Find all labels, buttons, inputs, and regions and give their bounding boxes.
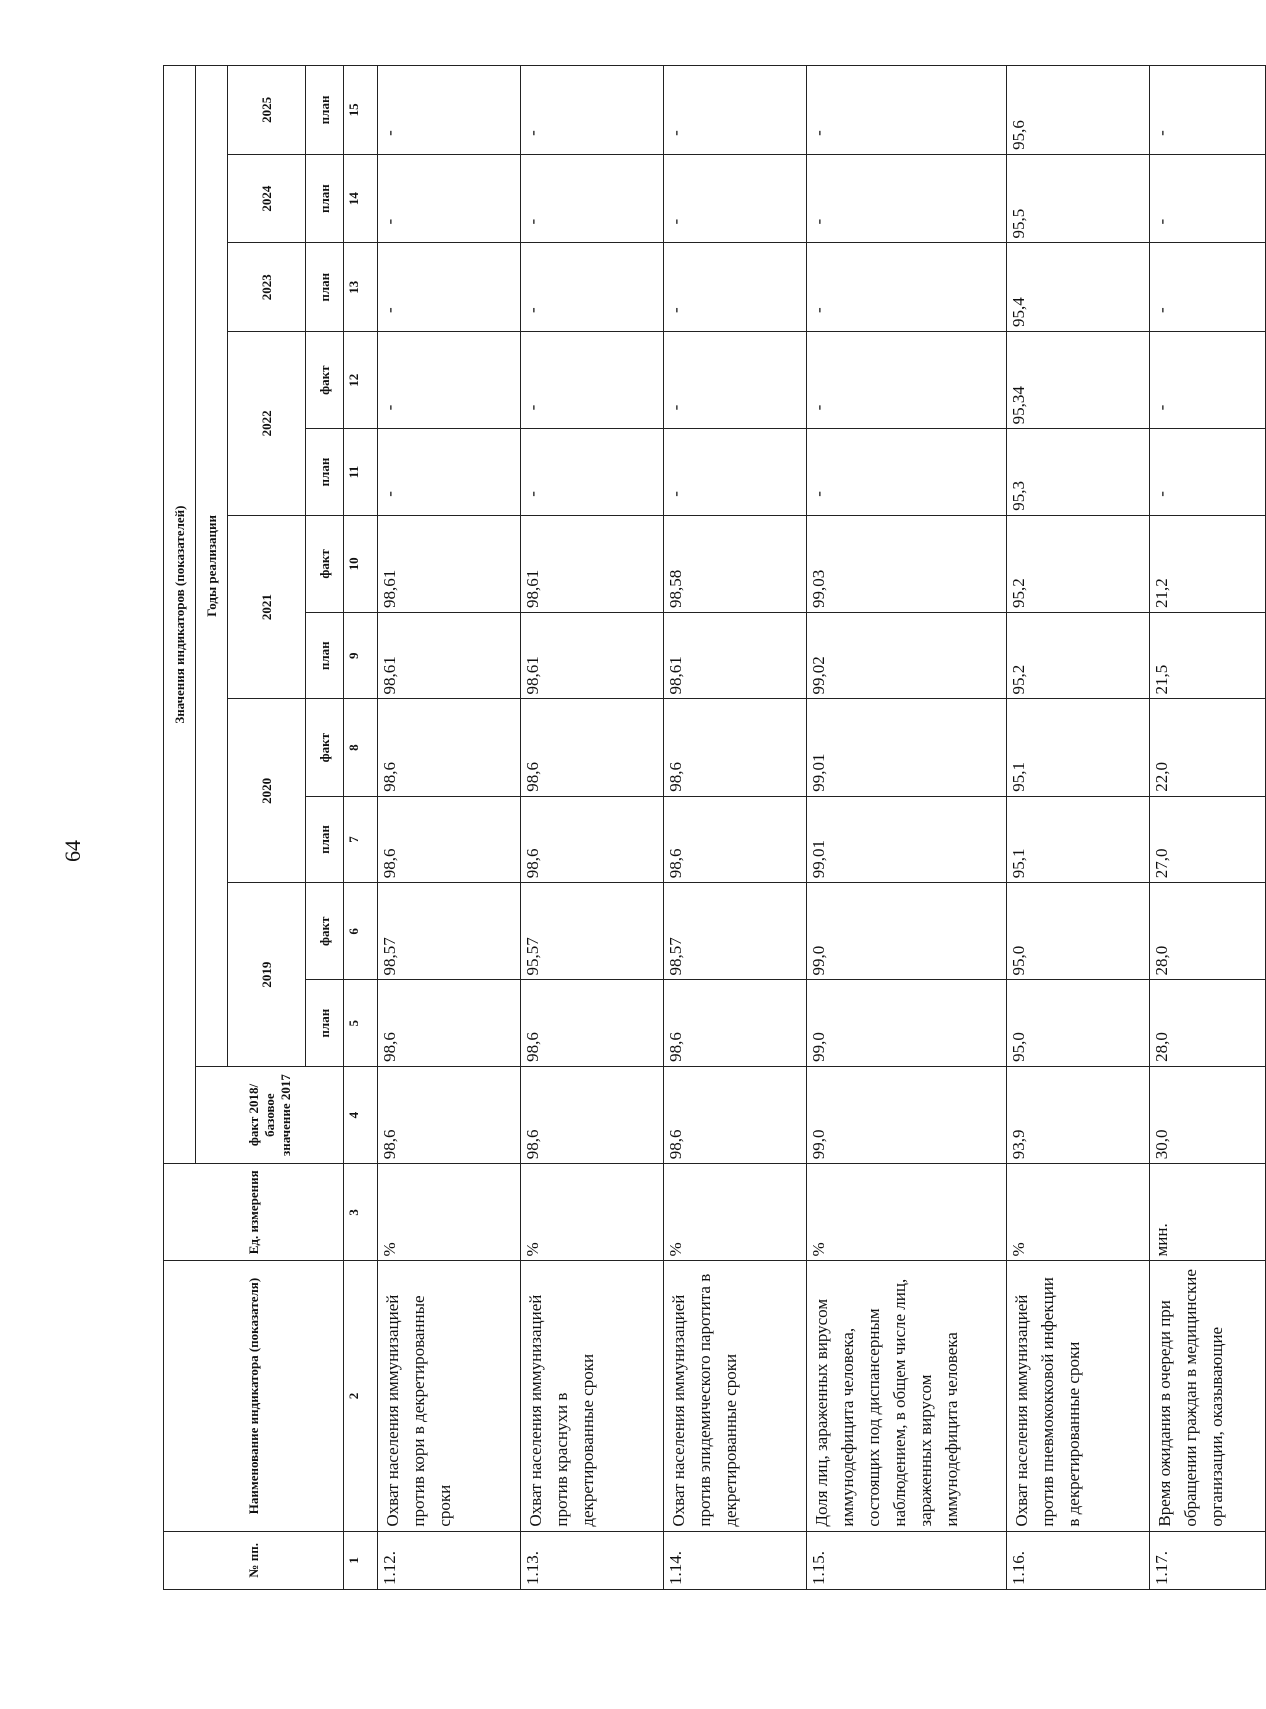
unit-cell: мин. (1150, 1164, 1266, 1261)
column-number-cell: 5 (344, 980, 378, 1066)
value-cell: - (807, 243, 1007, 332)
header-name: Наименование индикатора (показателя) (164, 1261, 344, 1531)
column-number-cell: 6 (344, 883, 378, 980)
header-year: 2025 (228, 66, 306, 155)
value-cell: - (664, 332, 807, 429)
column-number-cell: 7 (344, 796, 378, 882)
header-no: № пп. (164, 1531, 344, 1589)
value-cell: - (378, 332, 521, 429)
header-fact: факт (306, 883, 344, 980)
value-cell: - (664, 154, 807, 243)
value-cell: 93,9 (1007, 1066, 1150, 1163)
value-cell: 99,0 (807, 883, 1007, 980)
row-number-cell: 1.12. (378, 1531, 521, 1589)
page-number: 64 (60, 840, 85, 862)
value-cell: 98,61 (664, 613, 807, 699)
value-cell: - (1150, 154, 1266, 243)
value-cell: 98,6 (378, 699, 521, 796)
header-fact: факт (306, 699, 344, 796)
header-year: 2020 (228, 699, 306, 883)
header-years-group: Годы реализации (196, 66, 228, 1067)
value-cell: - (378, 154, 521, 243)
column-number-cell: 14 (344, 154, 378, 243)
value-cell: 98,61 (378, 515, 521, 612)
unit-cell: % (807, 1164, 1007, 1261)
value-cell: 21,2 (1150, 515, 1266, 612)
row-number-cell: 1.16. (1007, 1531, 1150, 1589)
header-plan: план (306, 613, 344, 699)
column-number-cell: 13 (344, 243, 378, 332)
value-cell: - (378, 429, 521, 515)
indicator-name-cell: Доля лиц, зараженных вирусом иммунодефицита человека, состоящих под диспансерным наблюдением, в общем числе лиц, зараженных вирусом иммунодефицита человека (807, 1261, 1007, 1531)
column-number-cell: 15 (344, 66, 378, 155)
value-cell: 30,0 (1150, 1066, 1266, 1163)
unit-cell: % (378, 1164, 521, 1261)
value-cell: - (521, 243, 664, 332)
header-fact: факт (306, 515, 344, 612)
header-plan: план (306, 796, 344, 882)
column-number-cell: 1 (344, 1531, 378, 1589)
unit-cell: % (1007, 1164, 1150, 1261)
column-number-cell: 4 (344, 1066, 378, 1163)
value-cell: 98,6 (521, 980, 664, 1066)
value-cell: 27,0 (1150, 796, 1266, 882)
value-cell: 95,4 (1007, 243, 1150, 332)
value-cell: 98,6 (664, 699, 807, 796)
value-cell: - (1150, 429, 1266, 515)
value-cell: - (807, 66, 1007, 155)
value-cell: 95,0 (1007, 883, 1150, 980)
value-cell: 98,6 (664, 980, 807, 1066)
value-cell: - (1150, 66, 1266, 155)
value-cell: - (1150, 243, 1266, 332)
value-cell: - (378, 66, 521, 155)
row-number-cell: 1.13. (521, 1531, 664, 1589)
value-cell: - (521, 154, 664, 243)
header-year: 2022 (228, 332, 306, 516)
unit-cell: % (664, 1164, 807, 1261)
table-row (521, 66, 664, 1590)
value-cell: 95,6 (1007, 66, 1150, 155)
table-row (664, 66, 807, 1590)
value-cell: 99,0 (807, 1066, 1007, 1163)
value-cell: 98,6 (521, 699, 664, 796)
indicator-name-cell: Охват населения иммунизацией против пневмококковой инфекции в декретированные сроки (1007, 1261, 1150, 1531)
column-number-cell: 11 (344, 429, 378, 515)
column-number-cell: 8 (344, 699, 378, 796)
value-cell: - (807, 429, 1007, 515)
value-cell: 98,6 (521, 1066, 664, 1163)
value-cell: - (664, 66, 807, 155)
value-cell: 98,6 (521, 796, 664, 882)
value-cell: 98,6 (664, 796, 807, 882)
header-year: 2023 (228, 243, 306, 332)
table-row (1007, 66, 1150, 1590)
value-cell: 21,5 (1150, 613, 1266, 699)
value-cell: 95,2 (1007, 515, 1150, 612)
header-plan: план (306, 980, 344, 1066)
value-cell: 98,57 (664, 883, 807, 980)
value-cell: 28,0 (1150, 980, 1266, 1066)
table-header (164, 66, 344, 1590)
unit-cell: % (521, 1164, 664, 1261)
value-cell: - (521, 66, 664, 155)
column-number-row (344, 66, 378, 1590)
indicator-name-cell: Охват населения иммунизацией против краснухи в декретированные сроки (521, 1261, 664, 1531)
header-fact: факт (306, 332, 344, 429)
value-cell: 95,57 (521, 883, 664, 980)
value-cell: 99,03 (807, 515, 1007, 612)
value-cell: 98,61 (521, 613, 664, 699)
value-cell: 95,0 (1007, 980, 1150, 1066)
value-cell: 95,1 (1007, 796, 1150, 882)
value-cell: - (664, 429, 807, 515)
value-cell: 98,6 (378, 1066, 521, 1163)
value-cell: 95,5 (1007, 154, 1150, 243)
header-unit: Ед. измерения (164, 1164, 344, 1261)
value-cell: - (807, 332, 1007, 429)
table-row (807, 66, 1007, 1590)
value-cell: 99,0 (807, 980, 1007, 1066)
header-year: 2019 (228, 883, 306, 1067)
row-number-cell: 1.14. (664, 1531, 807, 1589)
value-cell: 95,3 (1007, 429, 1150, 515)
indicator-name-cell: Время ожидания в очереди при обращении граждан в медицинские организации, оказывающие (1150, 1261, 1266, 1531)
header-plan: план (306, 66, 344, 155)
value-cell: 95,2 (1007, 613, 1150, 699)
column-number-cell: 3 (344, 1164, 378, 1261)
value-cell: - (521, 429, 664, 515)
header-plan: план (306, 429, 344, 515)
value-cell: 22,0 (1150, 699, 1266, 796)
column-number-cell: 9 (344, 613, 378, 699)
header-year: 2021 (228, 515, 306, 699)
value-cell: 98,57 (378, 883, 521, 980)
table-body (344, 66, 1266, 1590)
column-number-cell: 10 (344, 515, 378, 612)
value-cell: 95,1 (1007, 699, 1150, 796)
row-number-cell: 1.17. (1150, 1531, 1266, 1589)
table-row (378, 66, 521, 1590)
value-cell: 98,61 (521, 515, 664, 612)
indicator-name-cell: Охват населения иммунизацией против кори в декретированные сроки (378, 1261, 521, 1531)
value-cell: - (664, 243, 807, 332)
value-cell: 98,6 (664, 1066, 807, 1163)
header-values-group: Значения индикаторов (показателей) (164, 66, 196, 1164)
value-cell: 99,01 (807, 796, 1007, 882)
header-plan: план (306, 243, 344, 332)
column-number-cell: 2 (344, 1261, 378, 1531)
header-base: факт 2018/базовое значение 2017 (196, 1066, 344, 1163)
value-cell: 98,61 (378, 613, 521, 699)
value-cell: 99,02 (807, 613, 1007, 699)
indicators-table (163, 65, 1266, 1590)
value-cell: 28,0 (1150, 883, 1266, 980)
value-cell: 98,6 (378, 796, 521, 882)
value-cell: - (378, 243, 521, 332)
value-cell: - (1150, 332, 1266, 429)
value-cell: 98,58 (664, 515, 807, 612)
indicator-name-cell: Охват населения иммунизацией против эпидемического паротита в декретированные сроки (664, 1261, 807, 1531)
table-row (1150, 66, 1266, 1590)
value-cell: 95,34 (1007, 332, 1150, 429)
value-cell: - (521, 332, 664, 429)
value-cell: - (807, 154, 1007, 243)
row-number-cell: 1.15. (807, 1531, 1007, 1589)
header-plan: план (306, 154, 344, 243)
column-number-cell: 12 (344, 332, 378, 429)
value-cell: 99,01 (807, 699, 1007, 796)
header-year: 2024 (228, 154, 306, 243)
rotated-table-container (163, 65, 1226, 1590)
value-cell: 98,6 (378, 980, 521, 1066)
